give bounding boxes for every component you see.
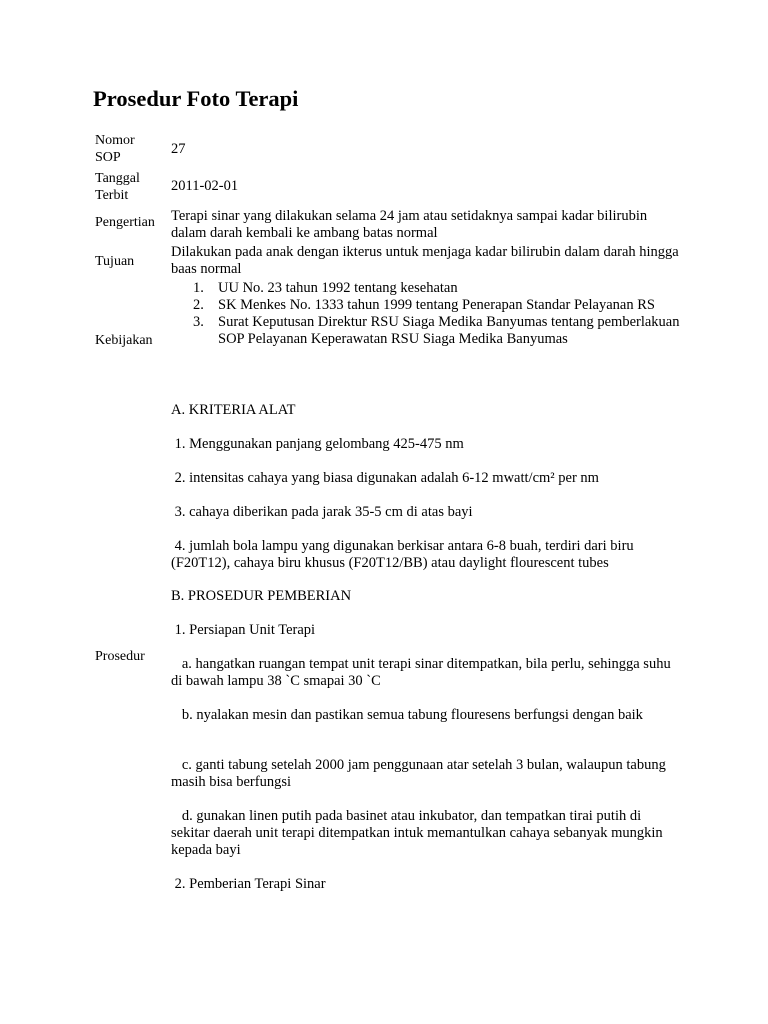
procedure-substep: b. nyalakan mesin dan pastikan semua tabung flouresens berfungsi dengan baik	[171, 707, 643, 723]
list-item-number: 2.	[193, 297, 204, 313]
criteria-item: 3. cahaya diberikan pada jarak 35-5 cm di atas bayi	[171, 504, 473, 520]
list-item-number: 3.	[193, 314, 204, 330]
list-item-text: SK Menkes No. 1333 tahun 1999 tentang Penerapan Standar Pelayanan RS	[218, 297, 655, 313]
procedure-substep: d. gunakan linen putih pada basinet atau inkubator, dan tempatkan tirai putih di sekitar daerah unit terapi ditempatkan intuk memantulkan cahaya sebanyak mungkin kepada bayi	[171, 808, 667, 858]
procedure-step: 1. Persiapan Unit Terapi	[171, 622, 316, 638]
list-item	[171, 314, 681, 348]
nomor-sop-value: 27	[171, 141, 186, 157]
criteria-item: 1. Menggunakan panjang gelombang 425-475 nm	[171, 436, 464, 452]
prosedur-label: Prosedur	[95, 649, 145, 664]
tanggal-terbit-value: 2011-02-01	[171, 178, 239, 194]
criteria-item: 2. intensitas cahaya yang biasa digunakan adalah 6-12 mwatt/cm² per nm	[171, 470, 599, 486]
procedure-substep: c. ganti tabung setelah 2000 jam penggunaan atar setelah 3 bulan, walaupun tabung masih bisa berfungsi	[171, 757, 670, 790]
page-title: Prosedur Foto Terapi	[93, 86, 299, 111]
kebijakan-list	[171, 280, 681, 348]
tujuan-value: Dilakukan pada anak dengan ikterus untuk menjaga kadar bilirubin dalam darah hingga baas normal	[171, 244, 679, 277]
pengertian-label: Pengertian	[95, 215, 155, 230]
list-item	[171, 297, 681, 314]
section-heading-a: A. KRITERIA ALAT	[171, 402, 296, 418]
list-item-number: 1.	[193, 280, 204, 296]
list-item-text: UU No. 23 tahun 1992 tentang kesehatan	[218, 280, 458, 296]
pengertian-value: Terapi sinar yang dilakukan selama 24 jam atau setidaknya sampai kadar bilirubin dalam darah kembali ke ambang batas normal	[171, 208, 648, 241]
nomor-sop-label: Nomor SOP	[95, 133, 135, 165]
kebijakan-label: Kebijakan	[95, 333, 153, 348]
tujuan-label: Tujuan	[95, 254, 135, 269]
tanggal-terbit-label: Tanggal Terbit	[95, 171, 140, 203]
list-item-text: Surat Keputusan Direktur RSU Siaga Medika Banyumas tentang pemberlakuan SOP Pelayanan Keperawatan RSU Siaga Medika Banyumas	[218, 314, 680, 347]
procedure-substep: a. hangatkan ruangan tempat unit terapi sinar ditempatkan, bila perlu, sehingga suhu di bawah lampu 38 `C smapai 30 `C	[171, 656, 675, 689]
section-heading-b: B. PROSEDUR PEMBERIAN	[171, 588, 352, 604]
procedure-step: 2. Pemberian Terapi Sinar	[171, 876, 326, 892]
criteria-item: 4. jumlah bola lampu yang digunakan berkisar antara 6-8 buah, terdiri dari biru (F20T12), cahaya biru khusus (F20T12/BB) atau daylight flourescent tubes	[171, 538, 638, 571]
list-item	[171, 280, 681, 297]
